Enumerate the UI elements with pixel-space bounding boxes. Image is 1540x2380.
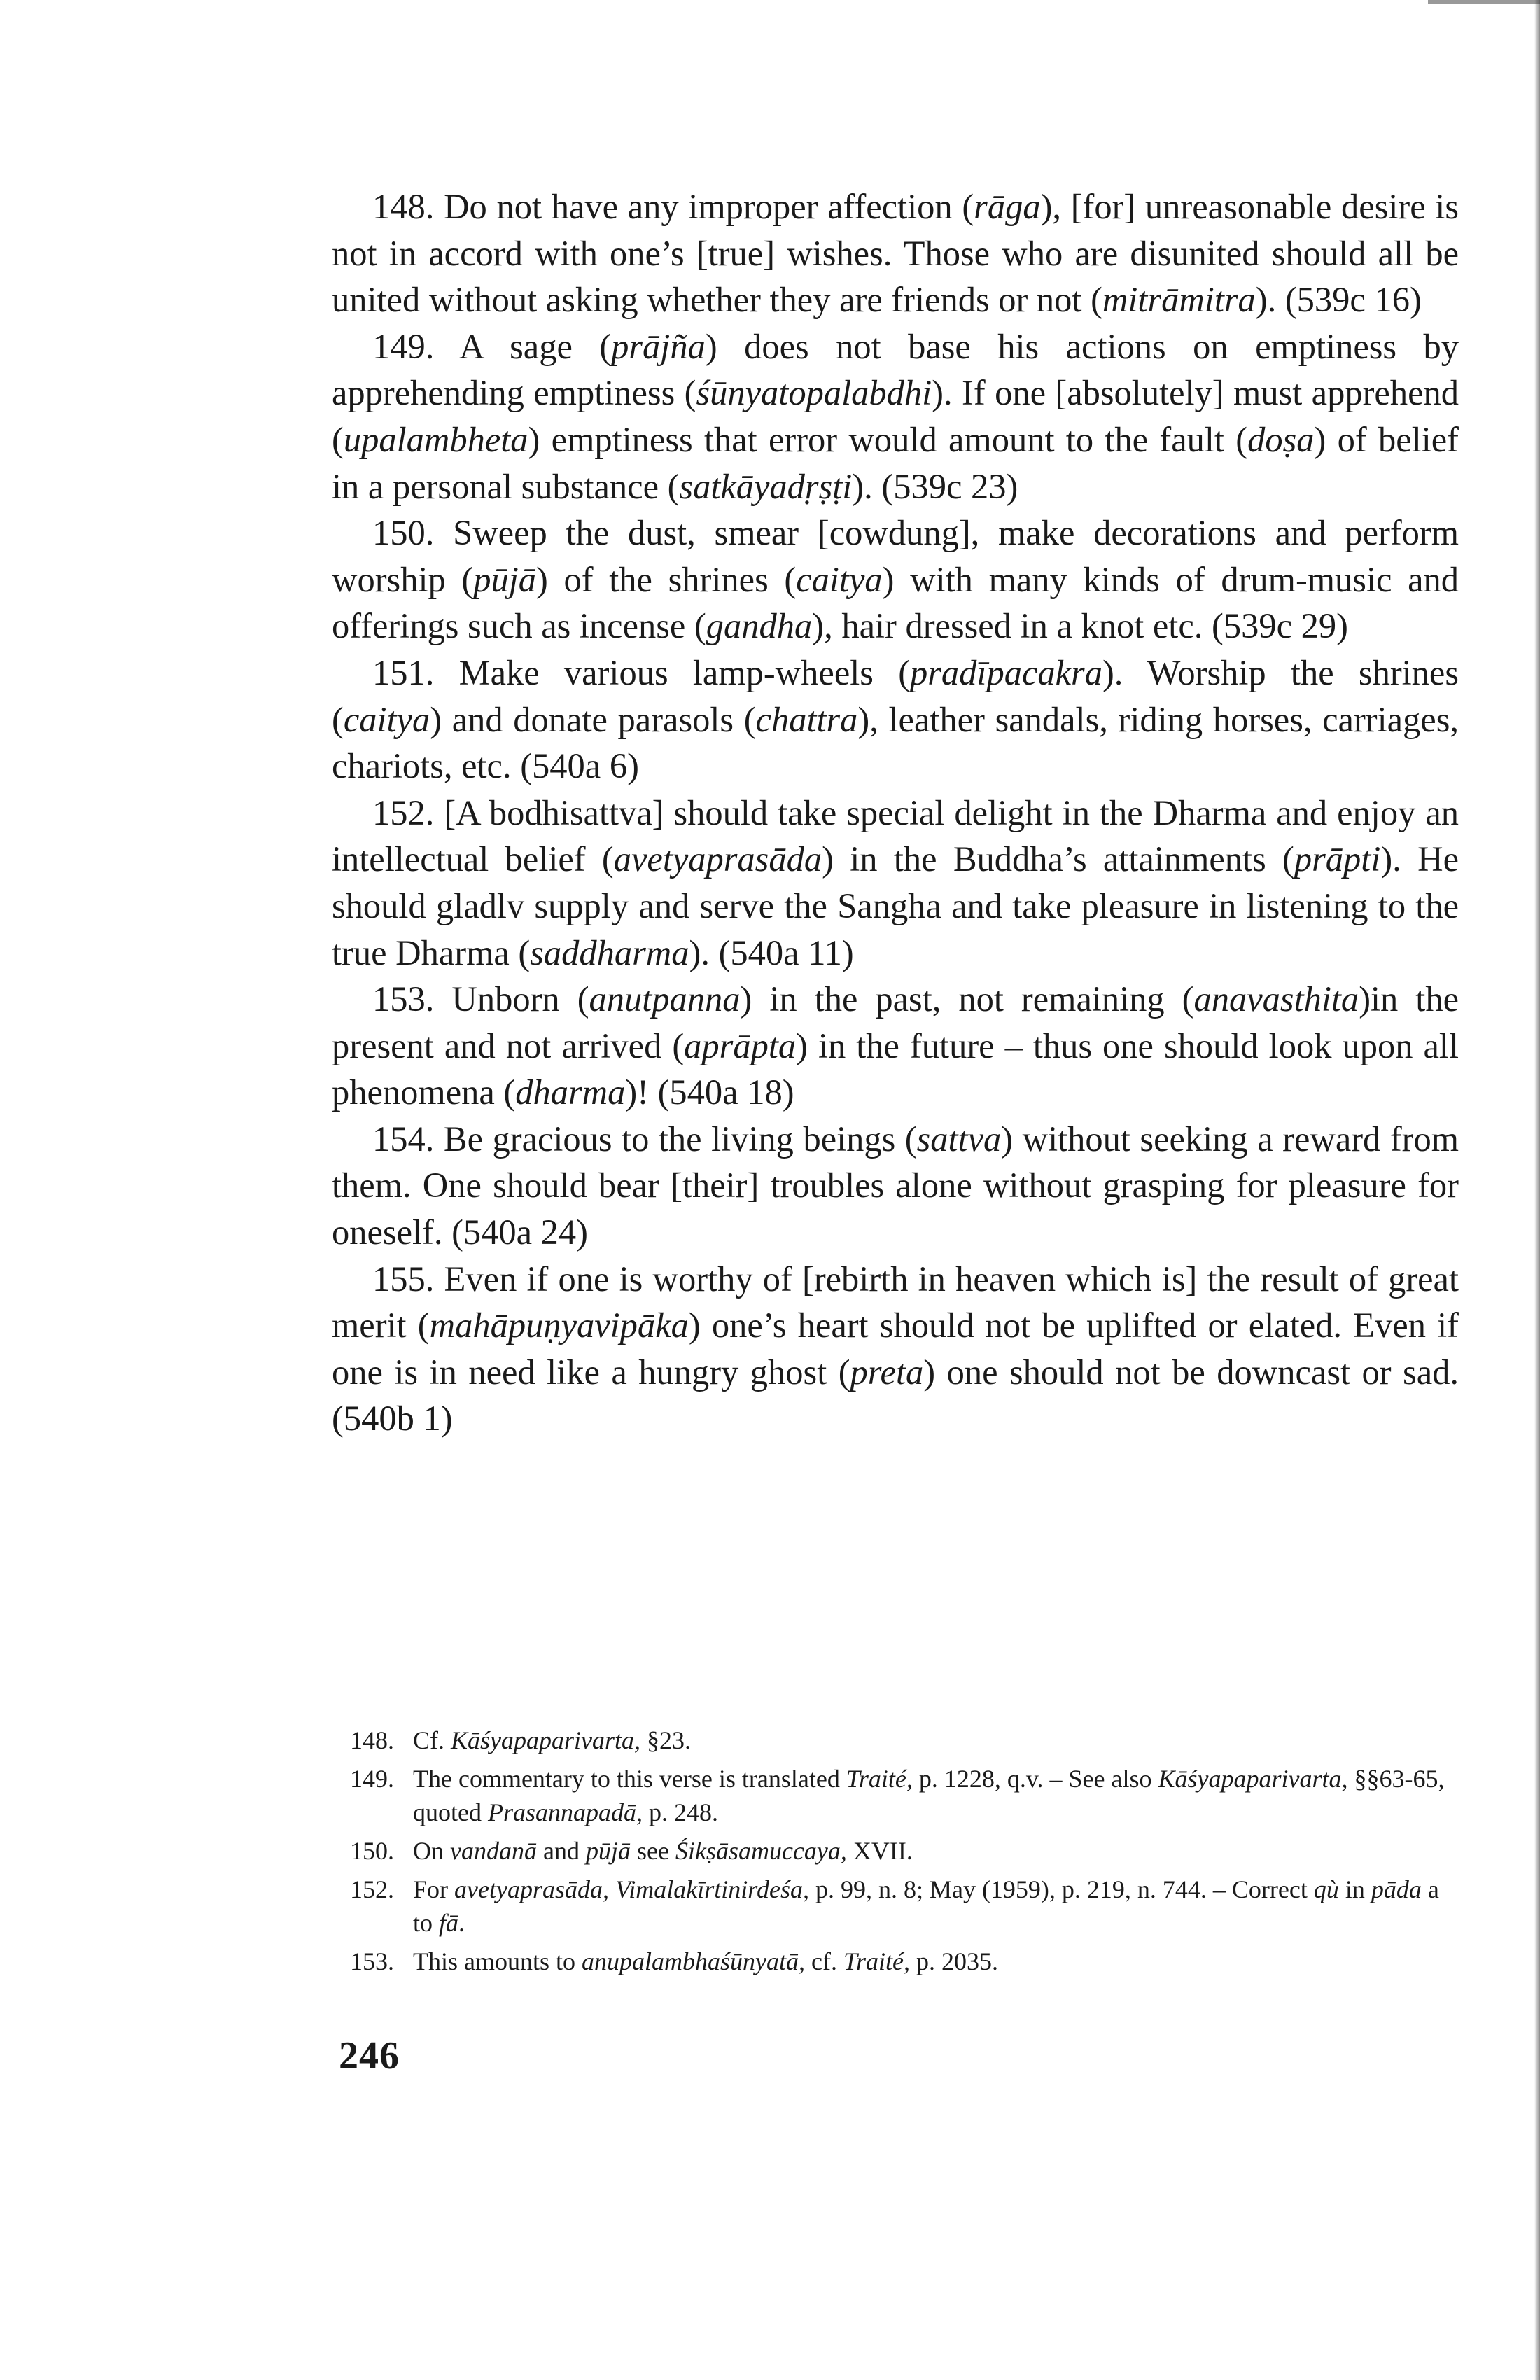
- text-run: ) in the past, not remaining (: [740, 979, 1194, 1019]
- italic-term: sattva: [916, 1119, 1002, 1158]
- text-run: .: [458, 1909, 465, 1937]
- text-run: a to: [413, 1875, 1439, 1937]
- main-text: [332, 183, 1459, 1442]
- footnote-number: 149.: [350, 1765, 394, 1793]
- italic-term: pradīpacakra: [910, 652, 1102, 692]
- text-run: 151. Make various lamp-wheels (: [372, 652, 911, 692]
- text-run: 150. Sweep the dust, smear [cowdung], make decorations and perform worship (: [332, 513, 1459, 599]
- footnote: [350, 1723, 1463, 1757]
- footnote-text: [413, 1762, 1463, 1829]
- text-run: )in the present and not arrived (: [332, 979, 1459, 1065]
- italic-term: rāga: [974, 187, 1041, 226]
- text-run: XVII.: [846, 1837, 913, 1865]
- page-number: 246: [339, 2034, 400, 2078]
- italic-term: caitya: [343, 699, 430, 739]
- italic-term: anupalambhaśūnyatā,: [582, 1947, 805, 1975]
- text-run: ), [for] unreasonable desire is not in accord with one’s [true] wishes. Those who are disunited should all be united without asking whether they are friends or not (: [332, 187, 1459, 320]
- text-run: ). (539c 16): [1255, 280, 1422, 320]
- footnote-number: 148.: [350, 1726, 394, 1754]
- text-run: ). (539c 23): [852, 466, 1018, 506]
- italic-term: prājña: [611, 326, 706, 366]
- italic-term: gandha: [706, 606, 813, 646]
- verse-paragraph-155: [332, 1256, 1459, 1442]
- italic-term: pūjā: [473, 559, 537, 599]
- italic-term: caitya: [796, 559, 883, 599]
- italic-term: avetyaprasāda, Vimalakīrtinirdeśa,: [454, 1875, 809, 1903]
- text-run: 152. [A bodhisattva] should take special delight in the Dharma and enjoy an intellectual belief (: [332, 792, 1459, 879]
- italic-term: avetyaprasāda: [613, 839, 822, 879]
- italic-term: Śikṣāsamuccaya,: [675, 1837, 847, 1865]
- footnote-text: [413, 1834, 1463, 1868]
- text-run: ). (540a 11): [689, 932, 854, 972]
- text-run: ) of belief in a personal substance (: [332, 419, 1459, 506]
- italic-term: chattra: [755, 699, 858, 739]
- text-run: p. 2035.: [910, 1947, 998, 1975]
- footnote-number: 153.: [350, 1947, 394, 1975]
- italic-term: mahāpuṇyavipāka: [429, 1306, 689, 1345]
- italic-term: satkāyadṛṣṭi: [679, 466, 853, 506]
- text-run: ) one should not be downcast or sad. (540b 1): [332, 1352, 1459, 1438]
- verse-paragraph-149: [332, 323, 1459, 510]
- text-run: ) and donate parasols (: [430, 699, 756, 739]
- text-run: ) in the future – thus one should look upon all phenomena (: [332, 1026, 1459, 1112]
- text-run: and: [536, 1837, 586, 1865]
- italic-term: dharma: [515, 1072, 626, 1112]
- text-run: Cf.: [413, 1726, 451, 1754]
- scan-edge: [1534, 0, 1540, 2380]
- text-run: p. 99, n. 8; May (1959), p. 219, n. 744. – Correct: [808, 1875, 1314, 1903]
- footnote-text: [413, 1945, 1463, 1978]
- footnote: [350, 1872, 1463, 1940]
- italic-term: pāda: [1371, 1875, 1422, 1903]
- text-run: ). Worship the shrines (: [332, 652, 1459, 739]
- italic-term: anutpanna: [589, 979, 741, 1019]
- verse-paragraph-153: [332, 976, 1459, 1116]
- italic-term: Traité,: [843, 1947, 910, 1975]
- scan-edge-top: [1428, 0, 1540, 4]
- text-run: 153. Unborn (: [372, 979, 589, 1019]
- footnote-text: [413, 1872, 1463, 1940]
- footnote: [350, 1834, 1463, 1868]
- verse-paragraph-152: [332, 790, 1459, 976]
- italic-term: qù: [1313, 1875, 1339, 1903]
- text-run: The commentary to this verse is translated: [413, 1765, 846, 1793]
- text-run: 154. Be gracious to the living beings (: [372, 1119, 917, 1158]
- text-run: see: [630, 1837, 676, 1865]
- italic-term: Kāśyapaparivarta,: [1158, 1765, 1348, 1793]
- text-run: ) emptiness that error would amount to the fault (: [528, 419, 1248, 459]
- italic-term: upalambheta: [343, 419, 528, 459]
- text-run: 148. Do not have any improper affection (: [372, 187, 974, 226]
- text-run: 149. A sage (: [372, 326, 612, 366]
- verse-paragraph-154: [332, 1116, 1459, 1256]
- verse-paragraph-150: [332, 510, 1459, 650]
- text-run: ) one’s heart should not be uplifted or elated. Even if one is in need like a hungry ghost (: [332, 1306, 1459, 1392]
- footnote-number: 152.: [350, 1875, 394, 1903]
- text-run: ) does not base his actions on emptiness by apprehending emptiness (: [332, 326, 1459, 413]
- text-run: ). If one [absolutely] must apprehend (: [332, 373, 1459, 459]
- italic-term: Traité,: [846, 1765, 913, 1793]
- text-run: This amounts to: [413, 1947, 582, 1975]
- footnote: [350, 1945, 1463, 1978]
- text-run: p. 1228, q.v. – See also: [912, 1765, 1158, 1793]
- text-run: p. 248.: [643, 1798, 718, 1826]
- text-run: ) without seeking a reward from them. One should bear [their] troubles alone without grasping for pleasure for oneself. (540a 24): [332, 1119, 1459, 1252]
- text-run: 155. Even if one is worthy of [rebirth in heaven which is] the result of great merit (: [332, 1259, 1459, 1345]
- text-run: For: [413, 1875, 455, 1903]
- footnote-number: 150.: [350, 1837, 394, 1865]
- italic-term: Kāśyapaparivarta,: [451, 1726, 641, 1754]
- text-run: ), leather sandals, riding horses, carriages, chariots, etc. (540a 6): [332, 699, 1459, 786]
- verse-paragraph-151: [332, 650, 1459, 790]
- text-run: cf.: [805, 1947, 844, 1975]
- text-run: )! (540a 18): [625, 1072, 794, 1112]
- italic-term: Prasannapadā,: [487, 1798, 643, 1826]
- italic-term: preta: [850, 1352, 924, 1392]
- italic-term: vandanā: [450, 1837, 537, 1865]
- footnote: [350, 1762, 1463, 1829]
- italic-term: śūnyatopalabdhi: [696, 373, 932, 413]
- footnotes: [350, 1723, 1463, 1983]
- text-run: §23.: [640, 1726, 692, 1754]
- italic-term: pūjā: [585, 1837, 631, 1865]
- text-run: ) with many kinds of drum-music and offerings such as incense (: [332, 559, 1459, 646]
- italic-term: anavasthita: [1194, 979, 1359, 1019]
- text-run: ), hair dressed in a knot etc. (539c 29): [812, 606, 1348, 646]
- text-run: in: [1338, 1875, 1371, 1903]
- footnote-text: [413, 1723, 1463, 1757]
- italic-term: saddharma: [530, 932, 690, 972]
- text-run: §§63-65, quoted: [413, 1765, 1445, 1826]
- italic-term: aprāpta: [684, 1026, 797, 1065]
- italic-term: mitrāmitra: [1102, 280, 1256, 320]
- italic-term: fā: [439, 1909, 459, 1937]
- text-run: ) in the Buddha’s attainments (: [822, 839, 1294, 879]
- italic-term: prāpti: [1294, 839, 1381, 879]
- text-run: On: [413, 1837, 450, 1865]
- text-run: ). He should gladlv supply and serve the Sangha and take pleasure in listening to the true Dharma (: [332, 839, 1459, 972]
- italic-term: doṣa: [1247, 419, 1315, 459]
- verse-paragraph-148: [332, 183, 1459, 323]
- text-run: ) of the shrines (: [536, 559, 797, 599]
